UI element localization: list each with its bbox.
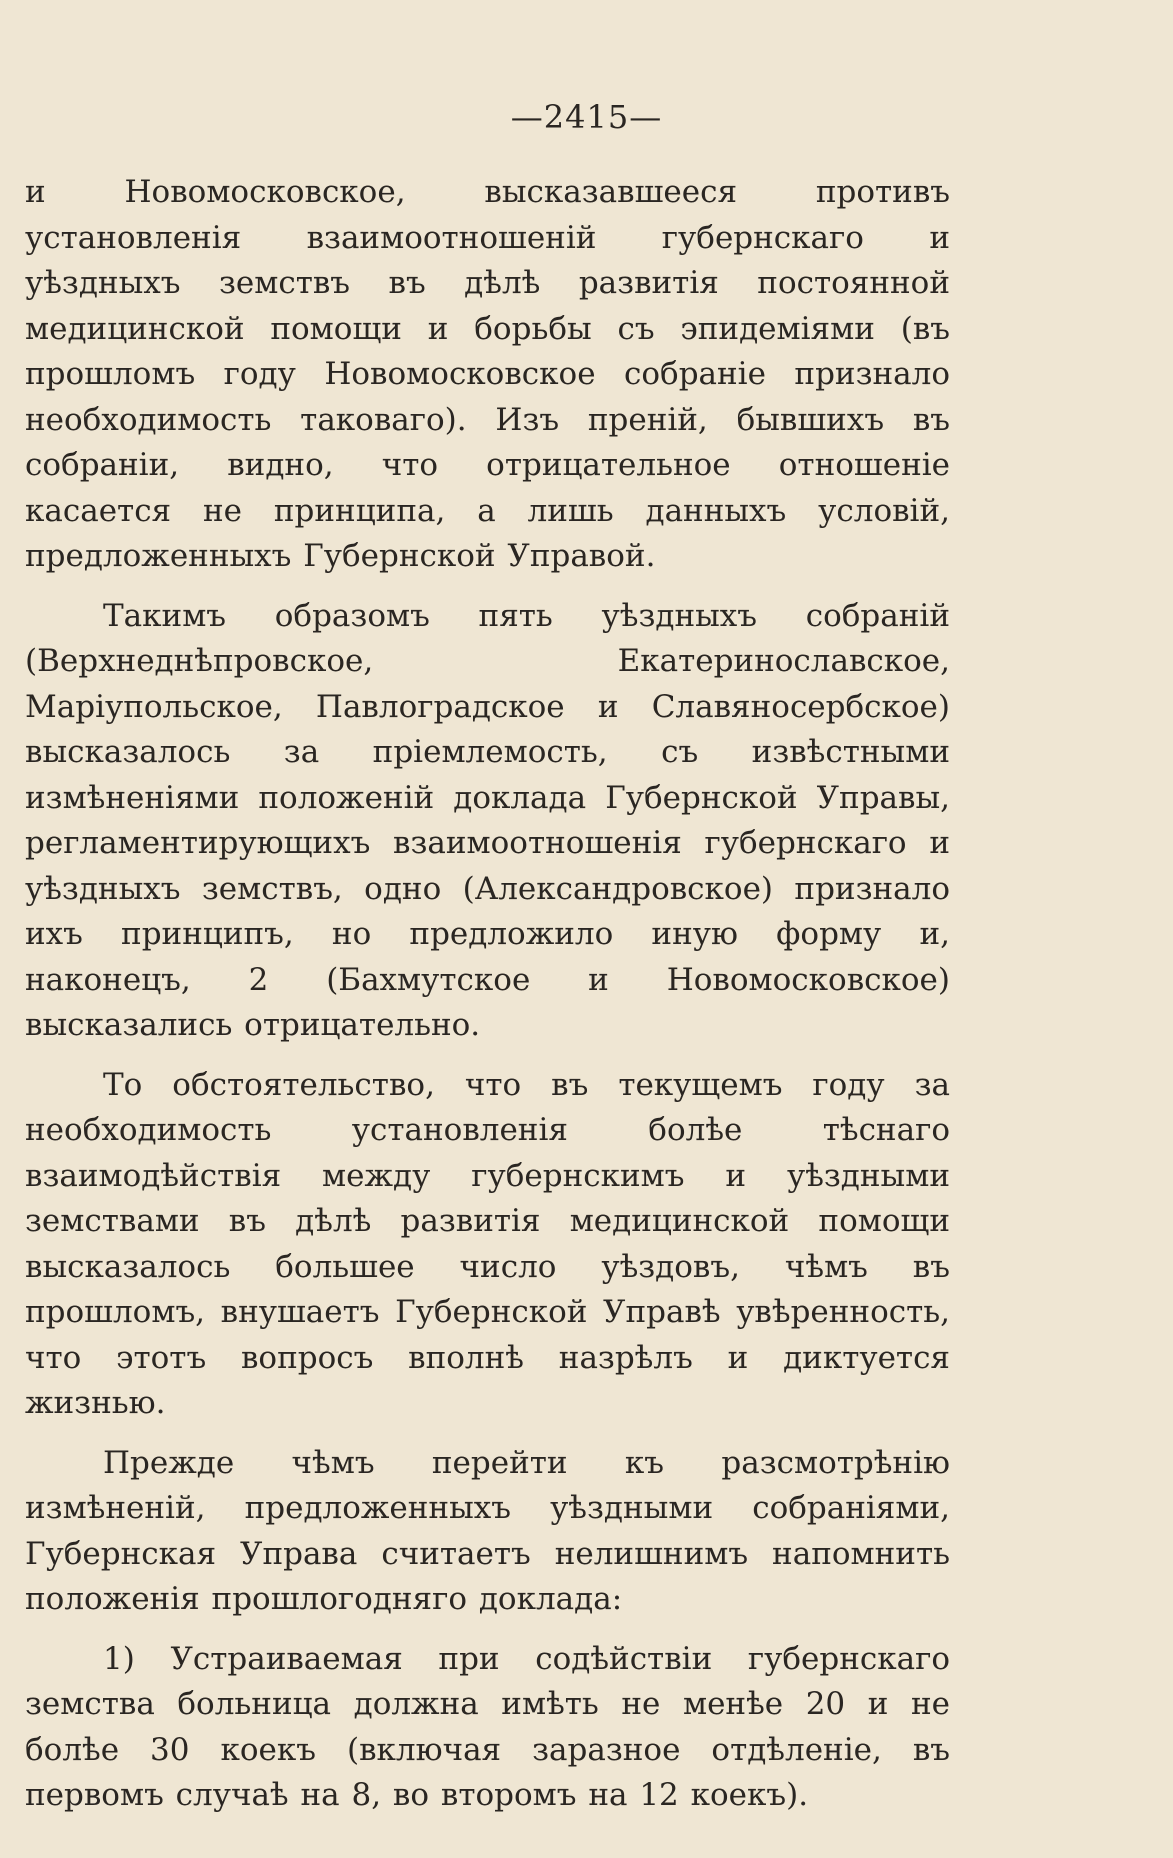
- paragraph-circumstance: То обстоятельство, что въ текущемъ году за необходимость установленія болѣе тѣснаго взаимодѣйствія между губернскимъ и уѣздными земствами въ дѣлѣ развитія медицинской помощи высказалось большее число уѣздовъ, чѣмъ въ прошломъ, внушаетъ Губернской Управѣ увѣренность, что этотъ вопросъ вполнѣ назрѣлъ и диктуется жизнью.: [25, 1066, 950, 1421]
- paragraph-before-review: Прежде чѣмъ перейти къ разсмотрѣнію измѣненій, предложенныхъ уѣздными собраніями, Губернская Управа считаетъ нелишнимъ напомнить положенія прошлогодняго доклада:: [25, 1444, 950, 1617]
- body-text: [25, 170, 950, 1833]
- page-number: —2415—: [510, 98, 663, 136]
- paragraph-county-assemblies: Такимъ образомъ пять уѣздныхъ собраній (Верхнеднѣпровское, Екатеринославское, Маріупольское, Павлоградское и Славяносербское) высказалось за пріемлемость, съ извѣстными измѣненіями положеній доклада Губернской Управы, регламентирующихъ взаимоотношенія губернскаго и уѣздныхъ земствъ, одно (Александровское) признало ихъ принципъ, но предложило иную форму и, наконецъ, 2 (Бахмутское и Новомосковское) высказались отрицательно.: [25, 597, 950, 1043]
- paragraph-item-1: 1) Устраиваемая при содѣйствіи губернскаго земства больница должна имѣть не менѣе 20 и не болѣе 30 коекъ (включая заразное отдѣленіе, въ первомъ случаѣ на 8, во второмъ на 12 коекъ).: [25, 1640, 950, 1813]
- paragraph-continuation: и Новомосковское, высказавшееся противъ установленія взаимоотношеній губернскаго и уѣздныхъ земствъ въ дѣлѣ развитія постоянной медицинской помощи и борьбы съ эпидеміями (въ прошломъ году Новомосковское собраніе признало необходимость таковаго). Изъ преній, бывшихъ въ собраніи, видно, что отрицательное отношеніе касается не принципа, а лишь данныхъ условій, предложенныхъ Губернской Управой.: [25, 174, 950, 574]
